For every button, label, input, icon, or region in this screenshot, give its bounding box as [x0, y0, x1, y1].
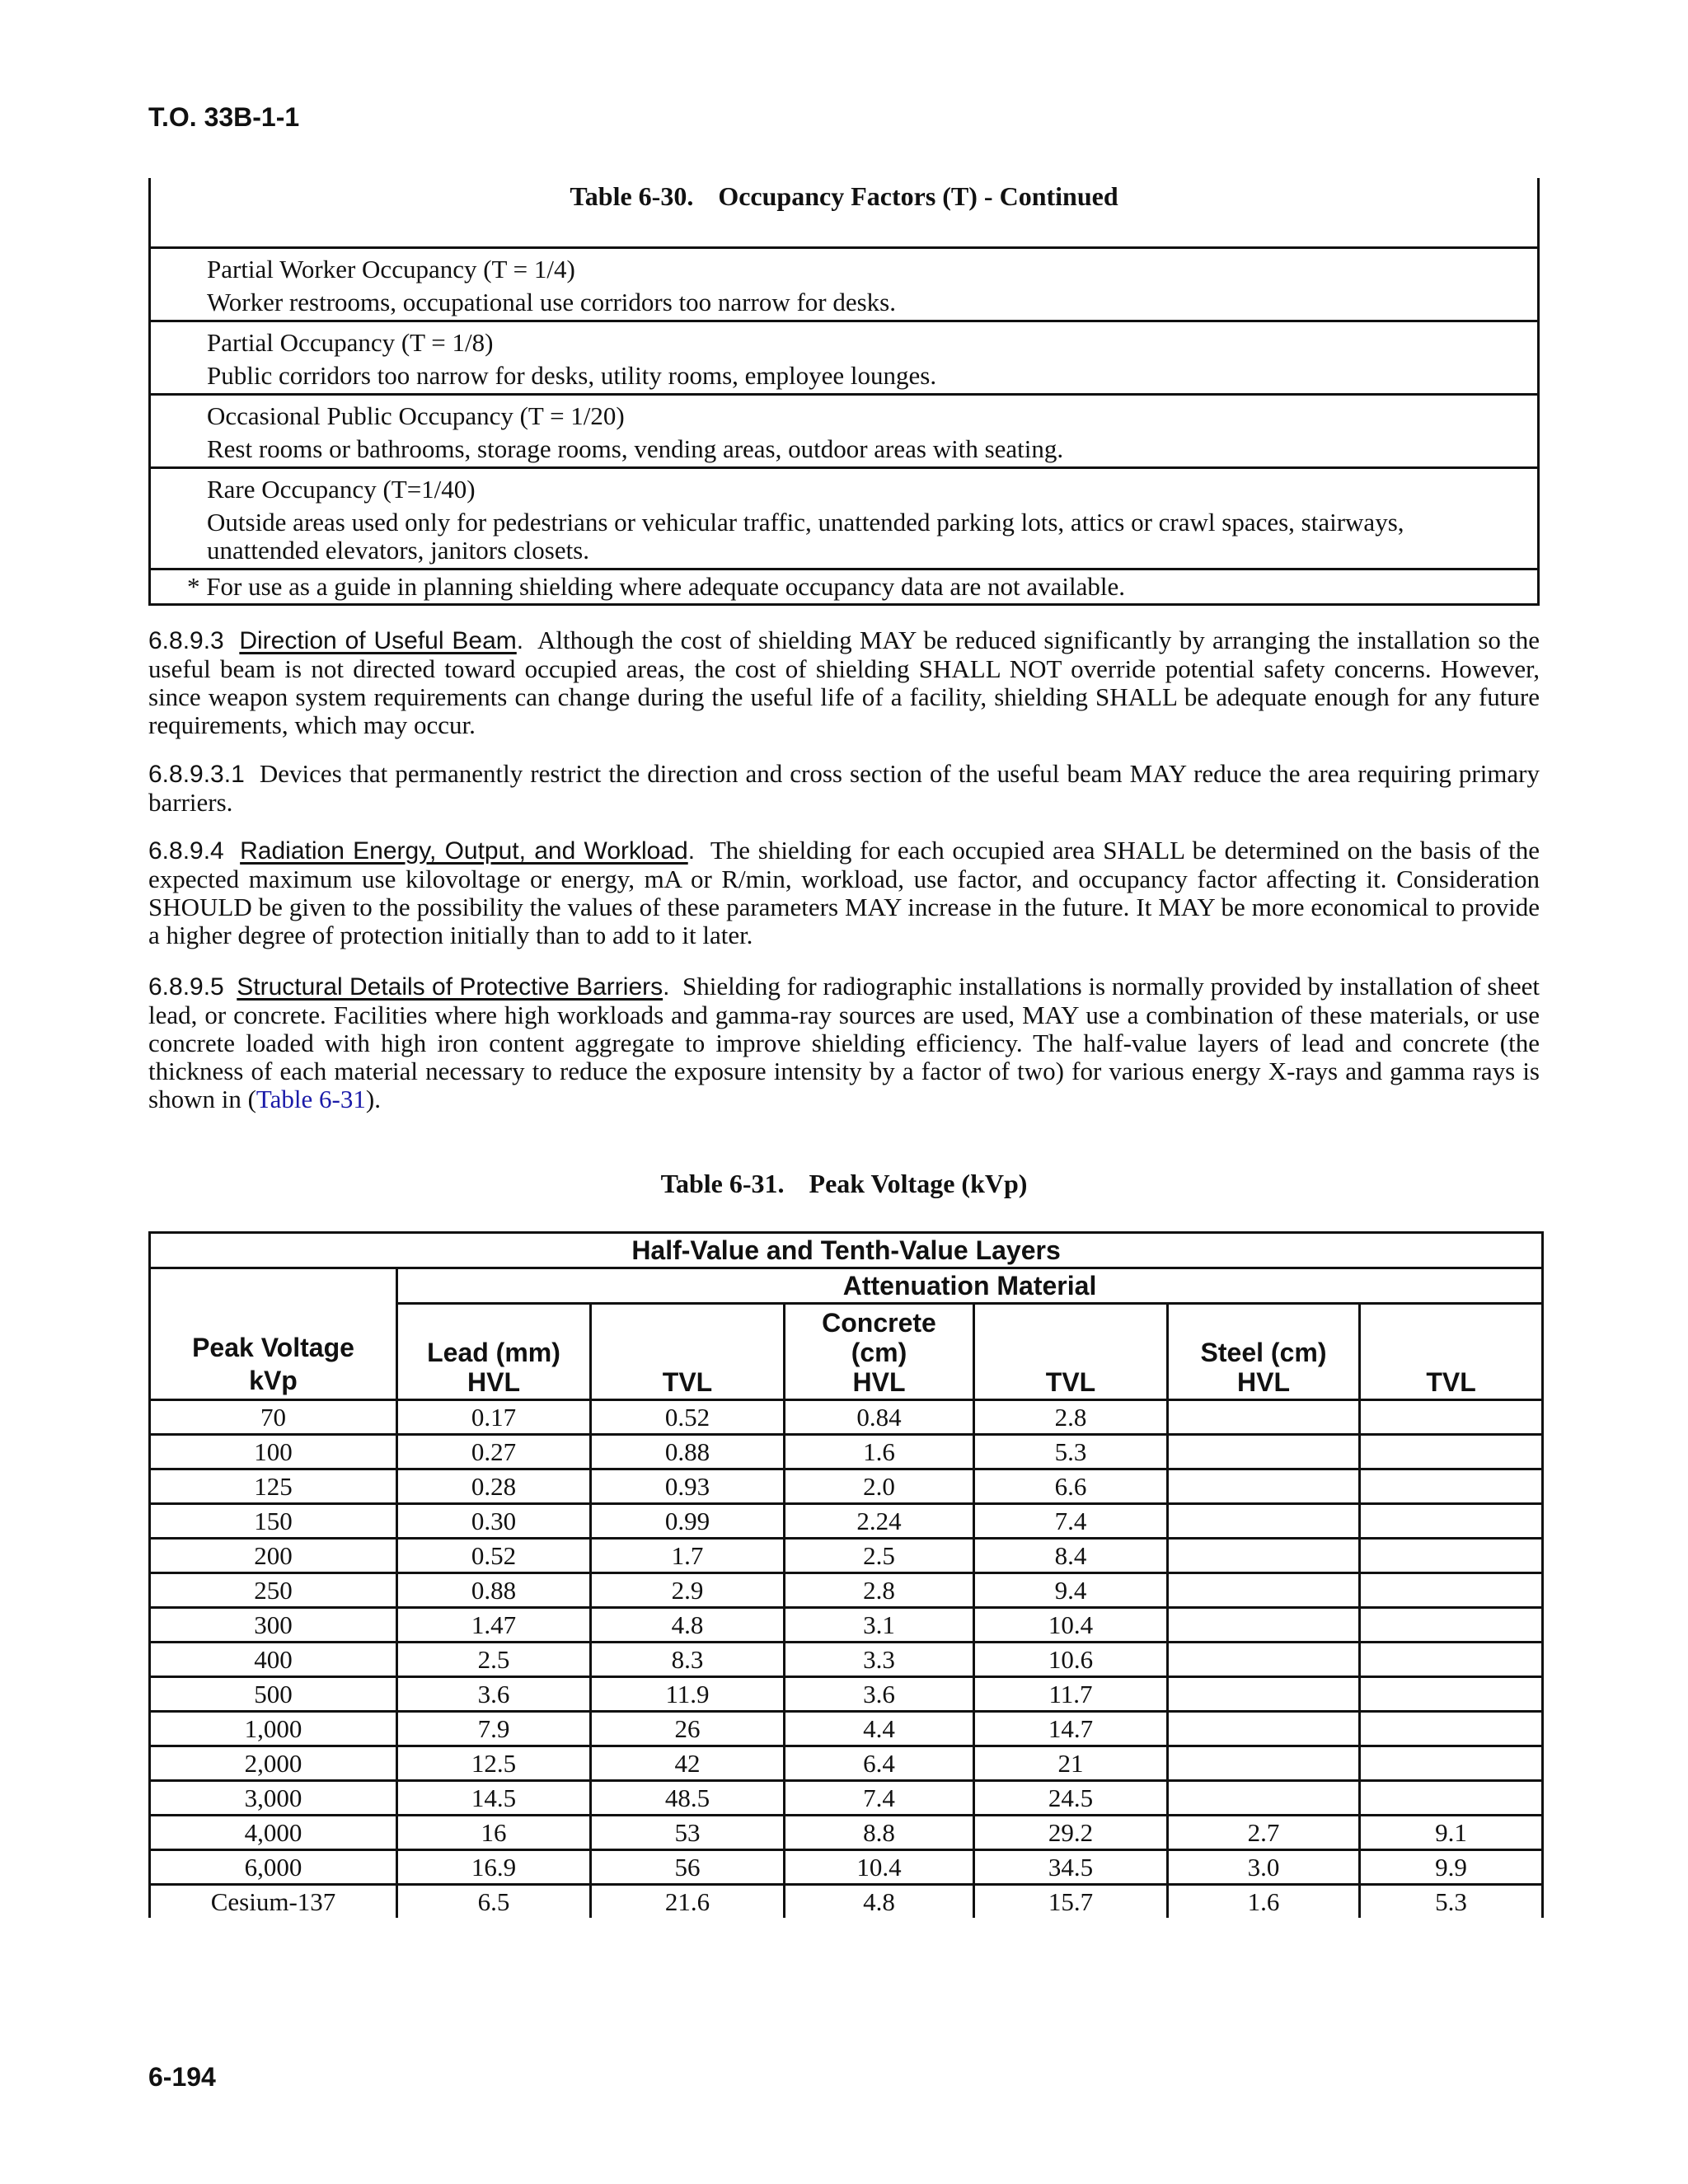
cell-lead-tvl: 2.9 [591, 1573, 785, 1608]
cell-steel-hvl [1168, 1573, 1360, 1608]
cell-steel-tvl [1360, 1539, 1543, 1573]
table-row [150, 1816, 1543, 1850]
cell-concrete-hvl: 3.6 [785, 1677, 974, 1712]
cell-lead-hvl: 3.6 [397, 1677, 591, 1712]
header-peak-voltage-line1: Peak Voltage [192, 1333, 354, 1362]
header-steel: Steel (cm) [1200, 1338, 1327, 1367]
cell-peak-voltage: 150 [150, 1504, 397, 1539]
cell-lead-tvl: 1.7 [591, 1539, 785, 1573]
cell-peak-voltage: 100 [150, 1435, 397, 1469]
cell-peak-voltage: 125 [150, 1469, 397, 1504]
cell-concrete-tvl: 34.5 [974, 1850, 1168, 1885]
cell-peak-voltage: 500 [150, 1677, 397, 1712]
cell-lead-hvl: 0.28 [397, 1469, 591, 1504]
cell-lead-hvl: 1.47 [397, 1608, 591, 1643]
cell-peak-voltage: 6,000 [150, 1850, 397, 1885]
header-concrete-hvl [785, 1304, 974, 1400]
cell-steel-tvl [1360, 1712, 1543, 1746]
paragraph-text: The shielding for each occupied area SHALL be determined on the basis of the expected maximum use kilovoltage or energy, mA or R/min, workload, use factor, and occupancy factor affecting it. Consideration SHOULD be given to the possibility the values of these parameters MAY increase in the future. It MAY be more economical to provide a higher degree of protection initially than to add to it later. [148, 836, 1540, 949]
cell-lead-hvl: 16 [397, 1816, 591, 1850]
section-heading: Structural Details of Protective Barriers [237, 973, 663, 1001]
cell-concrete-tvl: 14.7 [974, 1712, 1168, 1746]
header-half-tenth-value: Half-Value and Tenth-Value Layers [150, 1233, 1543, 1268]
cell-concrete-hvl: 6.4 [785, 1746, 974, 1781]
table-row [151, 249, 1537, 322]
cell-peak-voltage: 2,000 [150, 1746, 397, 1781]
cell-peak-voltage: 3,000 [150, 1781, 397, 1816]
occupancy-description: Rest rooms or bathrooms, storage rooms, vending areas, outdoor areas with seating. [207, 434, 1064, 463]
table-row [150, 1677, 1543, 1712]
cell-steel-tvl [1360, 1504, 1543, 1539]
table-row [151, 469, 1537, 570]
cell-steel-tvl [1360, 1400, 1543, 1435]
table-occupancy-factors [148, 178, 1540, 606]
cell-steel-hvl [1168, 1643, 1360, 1677]
cell-concrete-tvl: 11.7 [974, 1677, 1168, 1712]
header-attenuation-material: Attenuation Material [397, 1268, 1543, 1304]
table-6-31-link[interactable]: Table 6-31 [256, 1085, 366, 1113]
occupancy-category: Rare Occupancy (T=1/40) [207, 475, 476, 504]
cell-concrete-tvl: 7.4 [974, 1504, 1168, 1539]
cell-concrete-hvl: 8.8 [785, 1816, 974, 1850]
cell-concrete-hvl: 2.8 [785, 1573, 974, 1608]
cell-peak-voltage: 250 [150, 1573, 397, 1608]
cell-peak-voltage: 200 [150, 1539, 397, 1573]
table-row [150, 1885, 1543, 1919]
table-row [150, 1781, 1543, 1816]
section-heading: Radiation Energy, Output, and Workload [240, 837, 688, 865]
header-hvl: HVL [467, 1367, 520, 1397]
table-number: Table 6-31. [660, 1169, 785, 1198]
cell-lead-tvl: 48.5 [591, 1781, 785, 1816]
header-peak-voltage-line2: kVp [249, 1366, 298, 1395]
cell-steel-tvl [1360, 1643, 1543, 1677]
cell-peak-voltage: 4,000 [150, 1816, 397, 1850]
cell-lead-hvl: 0.30 [397, 1504, 591, 1539]
cell-lead-tvl: 53 [591, 1816, 785, 1850]
cell-concrete-tvl: 5.3 [974, 1435, 1168, 1469]
cell-peak-voltage: 1,000 [150, 1712, 397, 1746]
cell-steel-hvl [1168, 1400, 1360, 1435]
cell-steel-hvl [1168, 1712, 1360, 1746]
cell-steel-hvl [1168, 1504, 1360, 1539]
cell-lead-hvl: 12.5 [397, 1746, 591, 1781]
cell-steel-tvl: 5.3 [1360, 1885, 1543, 1919]
occupancy-description: Public corridors too narrow for desks, utility rooms, employee lounges. [207, 361, 937, 390]
table-row [150, 1746, 1543, 1781]
header-steel-tvl [1360, 1304, 1543, 1400]
cell-steel-tvl [1360, 1435, 1543, 1469]
cell-steel-hvl: 2.7 [1168, 1816, 1360, 1850]
occupancy-description: Worker restrooms, occupational use corridors too narrow for desks. [207, 288, 896, 316]
table-peak-voltage [148, 1231, 1544, 1918]
cell-concrete-tvl: 10.6 [974, 1643, 1168, 1677]
table-row [150, 1469, 1543, 1504]
cell-lead-hvl: 0.88 [397, 1573, 591, 1608]
header-hvl: HVL [1237, 1367, 1290, 1397]
cell-steel-hvl [1168, 1435, 1360, 1469]
cell-steel-tvl [1360, 1781, 1543, 1816]
section-number: 6.8.9.5 [148, 973, 224, 1001]
cell-concrete-tvl: 21 [974, 1746, 1168, 1781]
cell-peak-voltage: Cesium-137 [150, 1885, 397, 1919]
cell-steel-hvl [1168, 1469, 1360, 1504]
table-row [151, 322, 1537, 396]
paragraph-text-end: ). [365, 1085, 381, 1113]
cell-lead-tvl: 11.9 [591, 1677, 785, 1712]
cell-lead-tvl: 56 [591, 1850, 785, 1885]
header-lead: Lead (mm) [427, 1338, 560, 1367]
cell-peak-voltage: 70 [150, 1400, 397, 1435]
table-row [150, 1573, 1543, 1608]
cell-concrete-hvl: 3.3 [785, 1643, 974, 1677]
table-row [150, 1539, 1543, 1573]
cell-concrete-hvl: 2.0 [785, 1469, 974, 1504]
table-row [150, 1504, 1543, 1539]
header-peak-voltage [150, 1268, 397, 1400]
cell-concrete-hvl: 4.8 [785, 1885, 974, 1919]
table-row [150, 1643, 1543, 1677]
cell-steel-hvl: 1.6 [1168, 1885, 1360, 1919]
cell-steel-tvl [1360, 1469, 1543, 1504]
section-number: 6.8.9.3 [148, 627, 224, 654]
header-steel-hvl [1168, 1304, 1360, 1400]
cell-concrete-hvl: 1.6 [785, 1435, 974, 1469]
cell-lead-tvl: 21.6 [591, 1885, 785, 1919]
cell-lead-tvl: 0.52 [591, 1400, 785, 1435]
document-id: T.O. 33B-1-1 [148, 102, 300, 132]
cell-steel-hvl [1168, 1781, 1360, 1816]
cell-lead-tvl: 4.8 [591, 1608, 785, 1643]
header-concrete: Concrete (cm) [822, 1308, 936, 1367]
table-row [150, 1400, 1543, 1435]
cell-lead-hvl: 0.17 [397, 1400, 591, 1435]
table-title-text: Peak Voltage (kVp) [809, 1169, 1028, 1198]
cell-concrete-hvl: 7.4 [785, 1781, 974, 1816]
cell-peak-voltage: 300 [150, 1608, 397, 1643]
cell-concrete-tvl: 29.2 [974, 1816, 1168, 1850]
table-footnote: * For use as a guide in planning shielding where adequate occupancy data are not available. [187, 572, 1125, 601]
paragraph-text: Shielding for radiographic installations is normally provided by installation of sheet lead, or concrete. Facilities where high workloads and gamma-ray sources are used, MAY use a combination of these materials, or use concrete loaded with high iron content aggregate to improve shielding efficiency. The half-value layers of lead and concrete (the thickness of each material necessary to reduce the exposure intensity by a factor of two) for various energy X-rays and gamma rays is shown in ( [148, 972, 1540, 1113]
cell-concrete-hvl: 0.84 [785, 1400, 974, 1435]
header-lead-hvl [397, 1304, 591, 1400]
cell-lead-tvl: 0.88 [591, 1435, 785, 1469]
table-number: Table 6-30. [570, 181, 694, 211]
table-title [151, 178, 1537, 249]
cell-concrete-tvl: 8.4 [974, 1539, 1168, 1573]
cell-lead-hvl: 16.9 [397, 1850, 591, 1885]
table-row [150, 1608, 1543, 1643]
cell-lead-tvl: 26 [591, 1712, 785, 1746]
section-number: 6.8.9.4 [148, 837, 224, 865]
cell-steel-tvl: 9.1 [1360, 1816, 1543, 1850]
section-number: 6.8.9.3.1 [148, 761, 245, 788]
cell-concrete-hvl: 2.24 [785, 1504, 974, 1539]
cell-steel-tvl [1360, 1746, 1543, 1781]
cell-concrete-tvl: 9.4 [974, 1573, 1168, 1608]
table-row [150, 1850, 1543, 1885]
cell-steel-hvl: 3.0 [1168, 1850, 1360, 1885]
cell-steel-hvl [1168, 1539, 1360, 1573]
header-tvl: TVL [1045, 1367, 1096, 1397]
table-row [150, 1435, 1543, 1469]
cell-lead-hvl: 6.5 [397, 1885, 591, 1919]
cell-concrete-hvl: 4.4 [785, 1712, 974, 1746]
cell-lead-tvl: 8.3 [591, 1643, 785, 1677]
cell-lead-hvl: 2.5 [397, 1643, 591, 1677]
table-row [150, 1712, 1543, 1746]
cell-concrete-hvl: 3.1 [785, 1608, 974, 1643]
cell-lead-hvl: 0.27 [397, 1435, 591, 1469]
header-tvl: TVL [662, 1367, 713, 1397]
page-number: 6-194 [148, 2062, 216, 2092]
cell-lead-hvl: 7.9 [397, 1712, 591, 1746]
cell-concrete-hvl: 2.5 [785, 1539, 974, 1573]
occupancy-category: Partial Worker Occupancy (T = 1/4) [207, 255, 575, 284]
cell-lead-tvl: 0.99 [591, 1504, 785, 1539]
header-tvl: TVL [1426, 1367, 1476, 1397]
header-hvl: HVL [852, 1367, 906, 1397]
cell-steel-tvl [1360, 1573, 1543, 1608]
cell-concrete-tvl: 15.7 [974, 1885, 1168, 1919]
cell-peak-voltage: 400 [150, 1643, 397, 1677]
paragraph-text: Devices that permanently restrict the direction and cross section of the useful beam MAY reduce the area requiring primary barriers. [148, 759, 1540, 817]
cell-steel-tvl [1360, 1608, 1543, 1643]
cell-lead-hvl: 14.5 [397, 1781, 591, 1816]
header-lead-tvl [591, 1304, 785, 1400]
occupancy-category: Partial Occupancy (T = 1/8) [207, 328, 494, 357]
section-heading: Direction of Useful Beam [239, 627, 517, 654]
cell-concrete-tvl: 24.5 [974, 1781, 1168, 1816]
cell-steel-tvl [1360, 1677, 1543, 1712]
table-title-text: Occupancy Factors (T) - Continued [718, 181, 1118, 211]
cell-steel-tvl: 9.9 [1360, 1850, 1543, 1885]
cell-concrete-hvl: 10.4 [785, 1850, 974, 1885]
paragraph-6-8-9-4: 6.8.9.4 Radiation Energy, Output, and Workload. The shielding for each occupied area SHALL be determined on the basis of the expected maximum use kilovoltage or energy, mA or R/min, workload, use factor, and occupancy factor affecting it. Consideration SHOULD be given to the possibility the values of these parameters MAY increase in the future. It MAY be more economical to provide a higher degree of protection initially than to add to it later. [148, 836, 1540, 949]
header-concrete-tvl [974, 1304, 1168, 1400]
cell-concrete-tvl: 6.6 [974, 1469, 1168, 1504]
paragraph-6-8-9-5: 6.8.9.5 Structural Details of Protective Barriers. Shielding for radiographic installations is normally provided by installation of sheet lead, or concrete. Facilities where high workloads and gamma-ray sources are used, MAY use a combination of these materials, or use concrete loaded with high iron content aggregate to improve shielding efficiency. The half-value layers of lead and concrete (the thickness of each material necessary to reduce the exposure intensity by a factor of two) for various energy X-rays and gamma rays is shown in (Table 6-31). [148, 972, 1540, 1113]
table-title [148, 1169, 1540, 1199]
table-row [151, 396, 1537, 469]
cell-lead-hvl: 0.52 [397, 1539, 591, 1573]
cell-steel-hvl [1168, 1677, 1360, 1712]
occupancy-description: Outside areas used only for pedestrians or vehicular traffic, unattended parking lots, attics or crawl spaces, stairways, unattended elevators, janitors closets. [207, 508, 1404, 565]
cell-lead-tvl: 0.93 [591, 1469, 785, 1504]
cell-steel-hvl [1168, 1608, 1360, 1643]
paragraph-text: Although the cost of shielding MAY be reduced significantly by arranging the installation so the useful beam is not directed toward occupied areas, the cost of shielding SHALL NOT override potential safety concerns. However, since weapon system requirements can change during the useful life of a facility, shielding SHALL be adequate enough for any future requirements, which may occur. [148, 626, 1540, 739]
cell-concrete-tvl: 10.4 [974, 1608, 1168, 1643]
cell-steel-hvl [1168, 1746, 1360, 1781]
cell-lead-tvl: 42 [591, 1746, 785, 1781]
occupancy-category: Occasional Public Occupancy (T = 1/20) [207, 401, 625, 430]
paragraph-6-8-9-3: 6.8.9.3 Direction of Useful Beam. Although the cost of shielding MAY be reduced significantly by arranging the installation so the useful beam is not directed toward occupied areas, the cost of shielding SHALL NOT override potential safety concerns. However, since weapon system requirements can change during the useful life of a facility, shielding SHALL be adequate enough for any future requirements, which may occur. [148, 626, 1540, 739]
paragraph-6-8-9-3-1 [148, 760, 1540, 817]
cell-concrete-tvl: 2.8 [974, 1400, 1168, 1435]
